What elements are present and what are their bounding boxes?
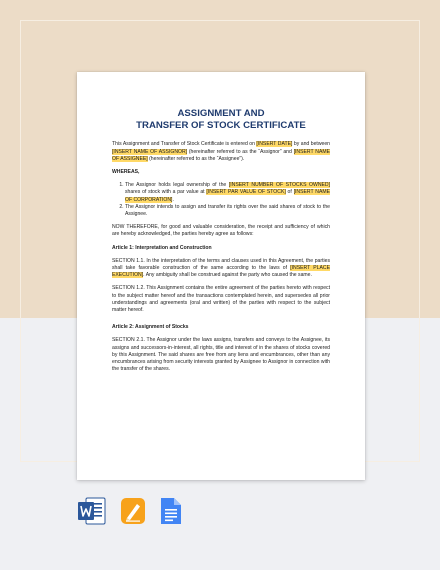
intro-paragraph	[112, 141, 330, 163]
google-docs-icon[interactable]	[159, 496, 183, 526]
title-line-2: TRANSFER OF STOCK CERTIFICATE	[136, 120, 306, 132]
title-line-1: ASSIGNMENT AND	[177, 108, 265, 119]
article-2-heading: Article 2: Assignment of Stocks	[112, 324, 189, 331]
intro-text-2: by and between	[292, 141, 330, 148]
placeholder-number-of-stocks: [INSERT NUMBER OF STOCKS OWNED]	[228, 182, 330, 189]
word-icon[interactable]	[77, 496, 107, 526]
section-1-2: SECTION 1.2. This Assignment contains the entire agreement of the parties hereto with respect to the subject matter hereof and the transactions contemplated herein, and supersedes all prior understandings and agreements (oral and written) of the parties with respect to the subject matter hereof.	[112, 285, 330, 314]
intro-text-3: (hereinafter referred to as the “Assignor” and	[187, 148, 294, 155]
whereas-list	[112, 182, 330, 218]
intro-text-1: This Assignment and Transfer of Stock Certificate is entered on	[112, 141, 257, 148]
whereas-item-1: 1. The Assignor holds legal ownership of the [INSERT NUMBER OF STOCKS OWNED] shares of stock with a par value at [INSERT PAR VALUE OF STOCK] of [INSERT NAME OF CORPORATION].	[125, 182, 330, 204]
section-1-1: SECTION 1.1. In the interpretation of the terms and clauses used in this Agreement, the parties shall take favorable construction of the same according to the laws of [INSERT PLACE EXECUTION]. Any ambiguity shall be construed against the party who caused the same.	[112, 257, 330, 279]
placeholder-assignor: [INSERT NAME OF ASSIGNOR]	[112, 148, 188, 155]
document-body	[112, 108, 330, 379]
placeholder-assignee: [INSERT NAME OF ASSIGNEE]	[112, 148, 330, 162]
document-title	[112, 108, 330, 132]
intro-text-4: (hereinafter referred to as the “Assignee”).	[147, 155, 245, 162]
whereas-item-2: 2. The Assignor intends to assign and transfer its rights over the said shares of stock to the Assignee.	[125, 204, 330, 218]
now-therefore-paragraph: NOW THEREFORE, for good and valuable consideration, the receipt and sufficiency of which are hereby acknowledged, the parties hereby agree as follows:	[112, 224, 330, 238]
article-1-heading: Article 1: Interpretation and Construction	[112, 244, 212, 251]
placeholder-place-execution: [INSERT PLACE EXECUTION]	[112, 265, 330, 279]
whereas-label: WHEREAS,	[112, 169, 140, 176]
placeholder-corporation: [INSERT NAME OF CORPORATION]	[125, 189, 330, 203]
placeholder-par-value: [INSERT PAR VALUE OF STOCK]	[206, 189, 286, 196]
pages-icon[interactable]	[119, 496, 147, 526]
document-page	[77, 72, 365, 480]
section-2-1: SECTION 2.1. The Assignor under the laws assigns, transfers and conveys to the Assignee, its assigns and successors-in-interest, all rights, title and interest of in the shares of stocks covered by this Assignment. The said shares are free from any liens and encumbrances, other than any encumbrances arising from security interests granted by Assignee to Assignor in connection with the transfer of the shares.	[112, 337, 330, 373]
placeholder-date: [INSERT DATE]	[256, 141, 293, 148]
